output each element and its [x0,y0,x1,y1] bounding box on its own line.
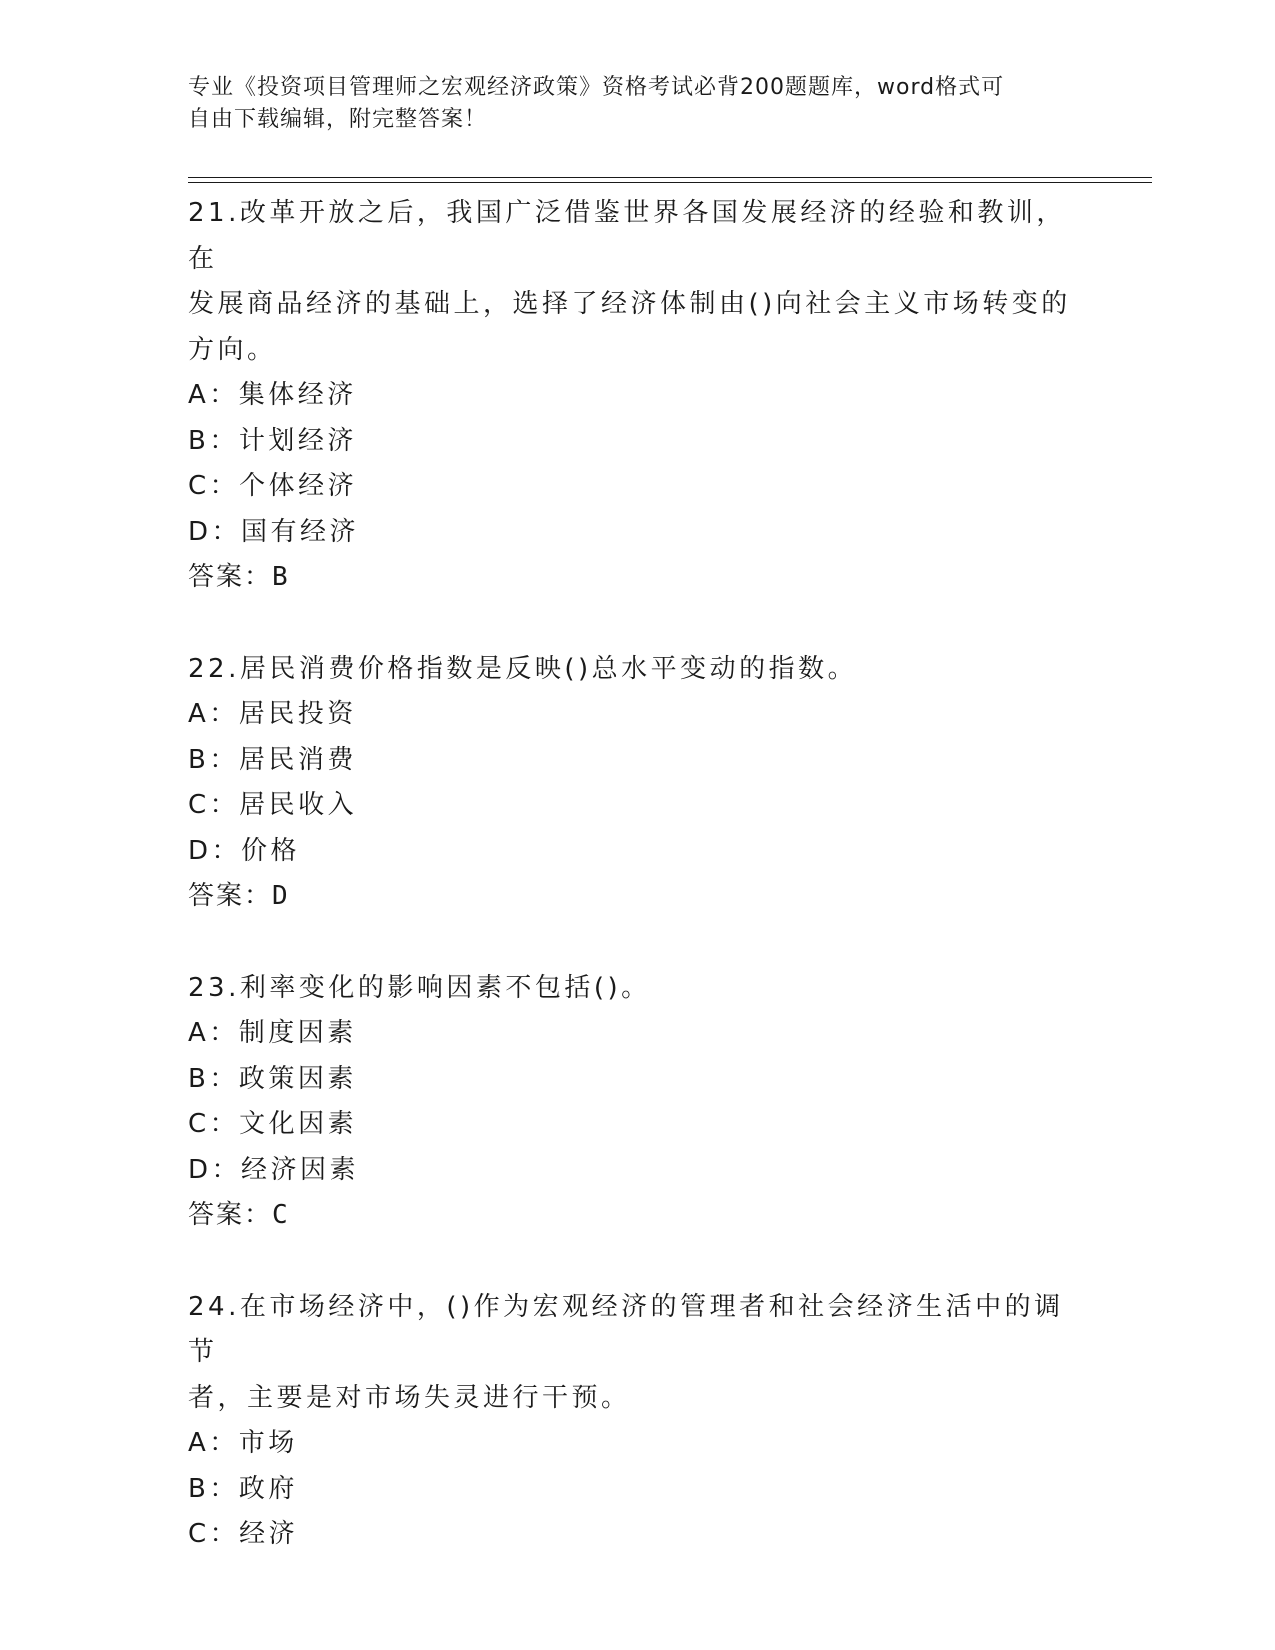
answer-label: 答案： [188,881,273,911]
document-header [188,72,1088,136]
answer-value: B [272,562,289,592]
answer-line [188,874,1088,920]
option-c: C：经济 [188,1519,299,1549]
answer-line [188,1193,1088,1239]
question-list [188,191,1088,1558]
header-line-1: 专业《投资项目管理师之宏观经济政策》资格考试必背200题题库，word格式可 [188,75,1005,100]
question-text-line: 22.居民消费价格指数是反映()总水平变动的指数。 [188,653,858,684]
header-line-2: 自由下载编辑，附完整答案！ [188,107,488,132]
option-a: A：市场 [188,1428,298,1458]
answer-label: 答案： [188,562,273,592]
option-a: A：居民投资 [188,699,357,729]
answer-value: D [272,881,289,911]
option-d: D：经济因素 [188,1154,360,1185]
question-22 [188,647,1088,920]
option-a: A：制度因素 [188,1018,357,1048]
option-b: B：居民消费 [188,744,357,775]
question-23 [188,966,1088,1239]
header-divider-bottom [188,182,1152,183]
question-text-line: 21.改革开放之后，我国广泛借鉴世界各国发展经济的经验和教训，在 [188,198,1066,274]
question-24 [188,1285,1088,1558]
question-text-line: 者，主要是对市场失灵进行干预。 [188,1382,631,1413]
option-b: B：计划经济 [188,425,357,456]
question-text-line: 方向。 [188,334,277,365]
option-b: B：政策因素 [188,1063,357,1094]
option-a: A：集体经济 [188,380,357,410]
answer-label: 答案： [188,1200,273,1230]
question-text-line: 24.在市场经济中，()作为宏观经济的管理者和社会经济生活中的调节 [188,1291,1064,1367]
option-b: B：政府 [188,1473,298,1504]
option-c: C：居民收入 [188,790,358,820]
option-c: C：文化因素 [188,1109,358,1139]
question-21 [188,191,1088,601]
option-d: D：国有经济 [188,516,360,547]
header-divider-top [188,177,1152,178]
question-text-line: 发展商品经济的基础上，选择了经济体制由()向社会主义市场转变的 [188,289,1071,319]
answer-value: C [272,1200,289,1230]
option-d: D：价格 [188,835,301,866]
answer-line [188,555,1088,601]
question-text-line: 23.利率变化的影响因素不包括()。 [188,972,651,1003]
option-c: C：个体经济 [188,471,358,501]
